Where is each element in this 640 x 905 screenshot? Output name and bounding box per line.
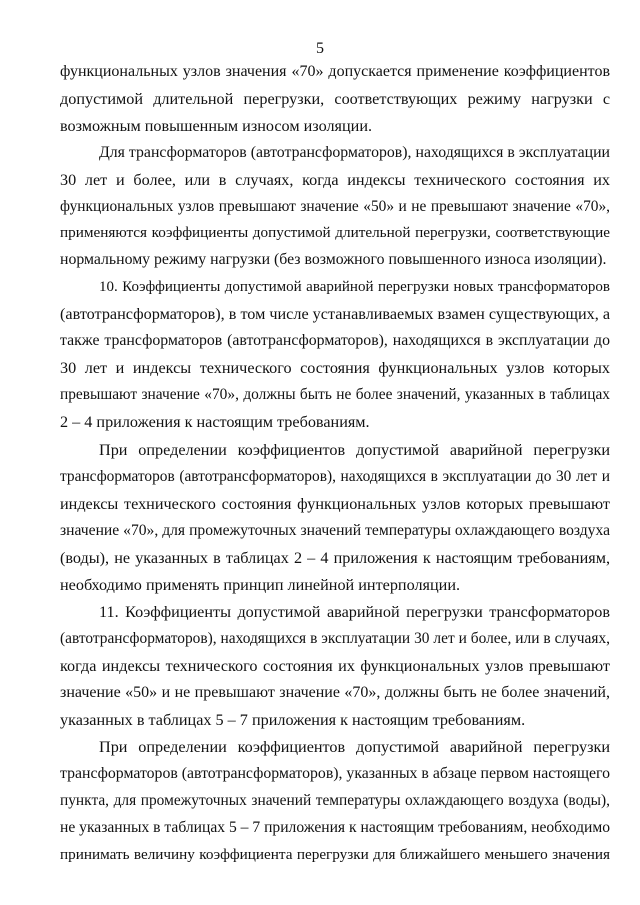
- paragraph-first-line: Для трансформаторов (автотрансформаторов), находящихся в эксплуатации: [99, 144, 610, 161]
- text-line: 30 лет и более, или в случаях, когда индексы технического состояния их: [60, 171, 610, 189]
- text-line: (воды), не указанных в таблицах 2 – 4 приложения к настоящим требованиям,: [60, 549, 610, 567]
- text-line: (автотрансформаторов), находящихся в эксплуатации 30 лет и более, или в случаях,: [60, 630, 610, 647]
- text-line: пункта, для промежуточных значений температуры охлаждающего воздуха (воды),: [60, 792, 610, 809]
- text-line: допустимой длительной перегрузки, соответствующих режиму нагрузки с: [60, 90, 610, 108]
- paragraph-first-line: При определении коэффициентов допустимой аварийной перегрузки: [99, 441, 610, 459]
- text-line: трансформаторов (автотрансформаторов), находящихся в эксплуатации до 30 лет и: [60, 468, 610, 485]
- text-line: когда индексы технического состояния их функциональных узлов превышают: [60, 657, 610, 675]
- paragraph-first-line: 10. Коэффициенты допустимой аварийной перегрузки новых трансформаторов: [99, 279, 610, 295]
- text-line: также трансформаторов (автотрансформаторов), находящихся в эксплуатации до: [60, 332, 610, 349]
- text-line: указанных в таблицах 5 – 7 приложения к настоящим требованиям.: [60, 711, 526, 729]
- text-line: трансформаторов (автотрансформаторов), указанных в абзаце первом настоящего: [60, 765, 610, 782]
- text-line: необходимо применять принцип линейной интерполяции.: [60, 576, 461, 594]
- text-line: превышают значение «70», должны быть не более значений, указанных в таблицах: [60, 386, 610, 403]
- text-line: значение «70», для промежуточных значений температуры охлаждающего воздуха: [60, 522, 610, 539]
- text-line: 30 лет и индексы технического состояния функциональных узлов которых: [60, 359, 610, 377]
- text-line: применяются коэффициенты допустимой длительной перегрузки, соответствующие: [60, 224, 610, 241]
- text-line: 2 – 4 приложения к настоящим требованиям.: [60, 413, 370, 431]
- page-number: 5: [316, 40, 324, 57]
- text-line: не указанных в таблицах 5 – 7 приложения к настоящим требованиям, необходимо: [60, 819, 611, 836]
- text-line: значение «50» и не превышают значение «70», должны быть не более значений,: [60, 684, 610, 701]
- text-line: (автотрансформаторов), в том числе устанавливаемых взамен существующих, а: [60, 305, 611, 323]
- paragraph-first-line: 11. Коэффициенты допустимой аварийной перегрузки трансформаторов: [99, 603, 610, 621]
- text-line: функциональных узлов превышают значение «50» и не превышают значение «70»,: [60, 198, 610, 215]
- text-line: возможным повышенным износом изоляции.: [60, 117, 373, 135]
- text-line: функциональных узлов значения «70» допускается применение коэффициентов: [60, 63, 610, 80]
- paragraph-first-line: При определении коэффициентов допустимой аварийной перегрузки: [99, 738, 610, 756]
- text-line: нормальному режиму нагрузки (без возможного повышенного износа изоляции).: [60, 251, 607, 268]
- text-line: принимать величину коэффициента перегрузки для ближайшего меньшего значения: [60, 846, 610, 863]
- text-line: индексы технического состояния функциональных узлов которых превышают: [60, 495, 610, 513]
